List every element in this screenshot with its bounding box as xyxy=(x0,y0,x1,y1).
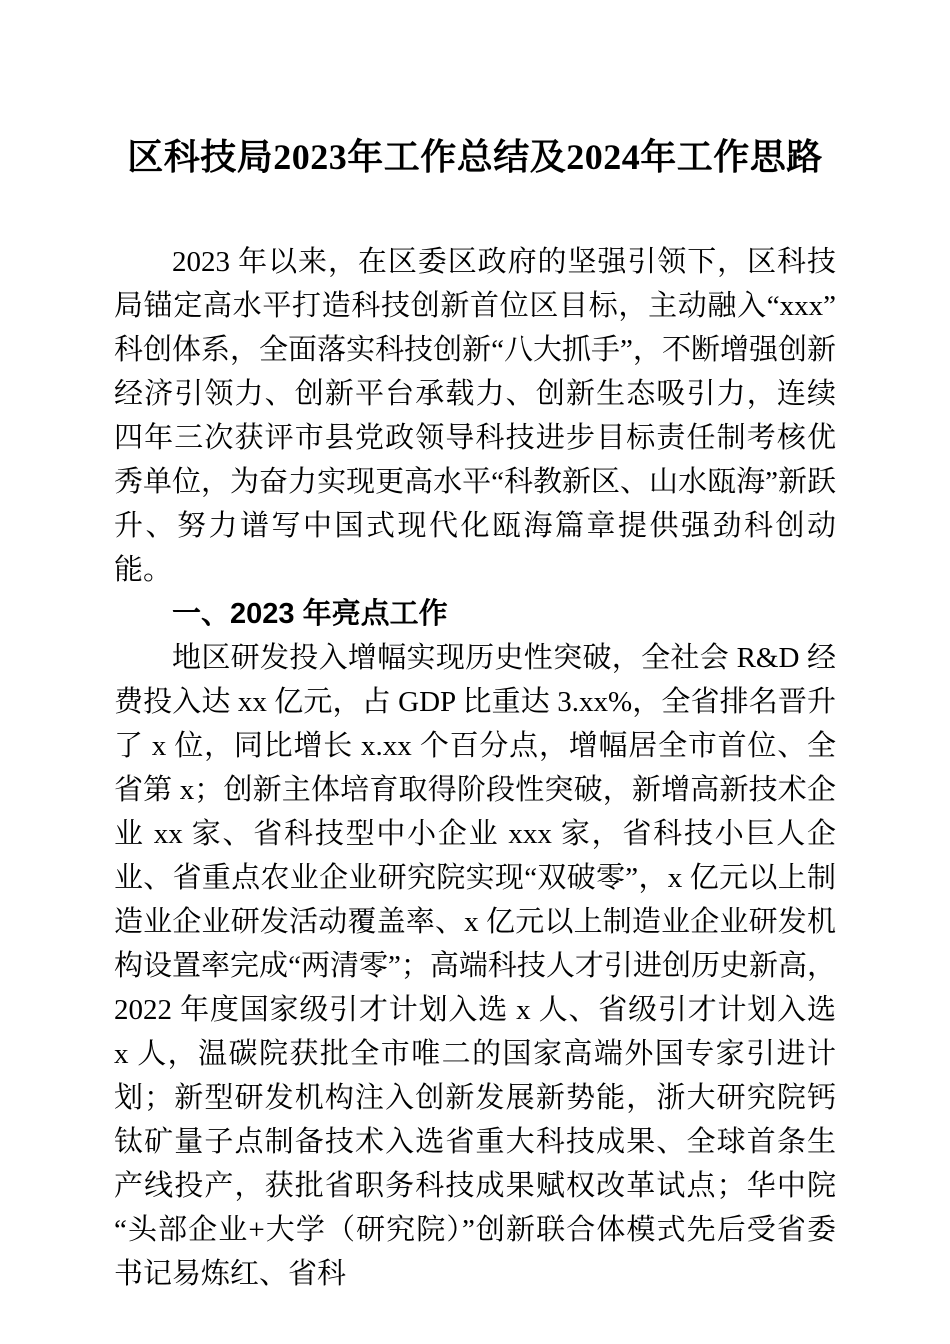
intro-paragraph: 2023 年以来，在区委区政府的坚强引领下，区科技局锚定高水平打造科技创新首位区目标，主动融入“xxx”科创体系，全面落实科技创新“八大抓手”，不断增强创新经济引领力、创新平台承载力、创新生态吸引力，连续四年三次获评市县党政领导科技进步目标责任制考核优秀单位，为奋力实现更高水平“科教新区、山水瓯海”新跃升、努力谱写中国式现代化瓯海篇章提供强劲科创动能。 xyxy=(114,246,836,586)
section-1-paragraph: 地区研发投入增幅实现历史性突破，全社会 R&D 经费投入达 xx 亿元，占 GDP 比重达 3.xx%，全省排名晋升了 x 位，同比增长 x.xx 个百分点，增幅居全市首位、全省第 x；创新主体培育取得阶段性突破，新增高新技术企业 xx 家、省科技型中小企业 xxx 家，省科技小巨人企业、省重点农业企业研究院实现“双破零”，x 亿元以上制造业企业研发活动覆盖率、x 亿元以上制造业企业研发机构设置率完成“两清零”；高端科技人才引进创历史新高，2022 年度国家级引才计划入选 x 人、省级引才计划入选 x 人，温碳院获批全市唯二的国家高端外国专家引进计划；新型研发机构注入创新发展新势能，浙大研究院钙钛矿量子点制备技术入选省重大科技成果、全球首条生产线投产，获批省职务科技成果赋权改革试点；华中院“头部企业+大学（研究院）”创新联合体模式先后受省委书记易炼红、省科 xyxy=(114,642,836,1290)
section-1-heading: 一、2023 年亮点工作 xyxy=(172,598,448,630)
document-title: 区科技局2023年工作总结及2024年工作思路 xyxy=(127,137,823,177)
